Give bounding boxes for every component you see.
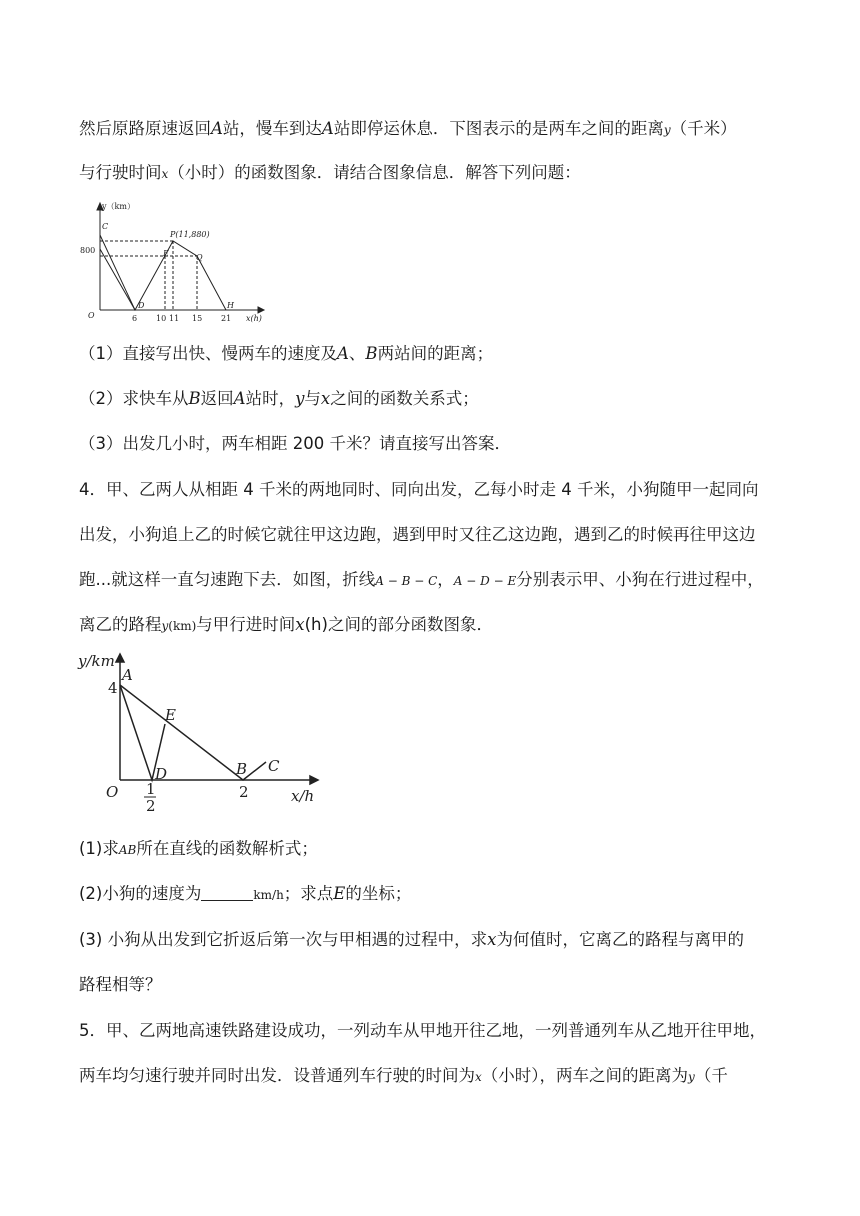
- unit-km: (km): [168, 619, 197, 633]
- text: 之间的函数关系式；: [330, 389, 479, 408]
- text: 两站间的距离；: [377, 344, 494, 363]
- y-axis-arrow: [116, 654, 124, 662]
- var-y: y: [295, 389, 305, 408]
- paragraph-line: 5．甲、乙两地高速铁路建设成功，一列动车从甲地开往乙地，一列普通列车从乙地开往甲地，: [79, 1021, 766, 1040]
- x-tick-label: 10: [156, 314, 167, 323]
- x-axis-arrow: [310, 776, 318, 784]
- question-line: 路程相等？: [79, 975, 162, 994]
- point-label-d: D: [138, 301, 145, 310]
- origin-label: O: [106, 783, 119, 801]
- text: 然后原路原速返回: [79, 119, 211, 138]
- point-label-h: H: [227, 301, 234, 310]
- question-line: [79, 838, 318, 861]
- question-line: [79, 388, 479, 410]
- graph-line-c2: [100, 249, 135, 310]
- point-label-c: C: [102, 222, 109, 231]
- text: （千米）: [670, 119, 737, 138]
- text: （3）出发几小时，两车相距 200 千米？请直接写出答案．: [79, 434, 511, 453]
- var-a: A: [321, 119, 334, 138]
- distance-time-graph: [76, 198, 266, 326]
- x-tick-label: 21: [221, 314, 232, 323]
- point-label-e: E: [165, 706, 176, 724]
- var-y: y: [688, 1070, 695, 1084]
- var-b: B: [365, 344, 378, 363]
- text: 站即停运休息．下图表示的是两车之间的距离: [333, 119, 664, 138]
- var-y: y: [663, 123, 671, 137]
- paragraph-line: [79, 162, 581, 185]
- point-label-a: A: [122, 666, 133, 684]
- question-line: [79, 433, 511, 455]
- text: （2）求快车从: [79, 389, 189, 408]
- x-tick-label: 6: [132, 314, 138, 323]
- x-tick-fraction-num: 1: [146, 780, 156, 798]
- y-axis-label: y（km）: [102, 202, 135, 211]
- y-tick-label: 800: [80, 246, 96, 255]
- text: 分别表示甲、小狗在行进过程中，: [516, 570, 764, 589]
- text: 的坐标；: [345, 884, 412, 903]
- graph-polyline: [100, 235, 226, 310]
- x-tick-fraction-den: 2: [146, 797, 156, 815]
- text: 所在直线的函数解析式；: [136, 839, 318, 858]
- paragraph-line: [79, 569, 764, 592]
- point-label-b: B: [236, 760, 248, 778]
- paragraph-line: [79, 118, 737, 141]
- text: 之间的部分函数图象．: [327, 615, 493, 634]
- question-line: [79, 343, 493, 365]
- y-tick-label: 4: [108, 679, 118, 697]
- text: 跑...就这样一直匀速跑下去．如图，折线: [79, 570, 376, 589]
- text: （小时）的函数图象．请结合图象信息．解答下列问题：: [168, 163, 581, 182]
- text: （小时），两车之间的距离为: [481, 1066, 689, 1085]
- math-polyline-abc: A − B − C: [375, 574, 438, 588]
- text: (3) 小狗从出发到它折返后第一次与甲相遇的过程中，求: [79, 930, 488, 949]
- text: 两车均匀速行驶并同时出发．设普通列车行驶的时间为: [79, 1066, 475, 1085]
- origin-label: O: [88, 311, 95, 320]
- text: 为何值时，它离乙的路程与离甲的: [496, 930, 744, 949]
- var-x: x: [475, 1070, 482, 1084]
- var-a: A: [233, 389, 246, 408]
- text: (1)求: [79, 839, 119, 858]
- var-a: A: [337, 344, 349, 363]
- var-x: x: [487, 930, 497, 949]
- text: 与: [304, 389, 321, 408]
- paragraph-line: [79, 1065, 728, 1088]
- text: （1）直接写出快、慢两车的速度及: [79, 344, 337, 363]
- text: 、: [348, 344, 366, 363]
- x-tick-label: 15: [192, 314, 203, 323]
- var-e: E: [333, 884, 346, 903]
- var-x: x: [320, 389, 331, 408]
- var-x: x: [161, 167, 169, 181]
- x-tick-label: 2: [239, 783, 249, 801]
- var-x: x: [295, 615, 305, 634]
- text: 离乙的路程: [79, 615, 162, 634]
- unit-h: (h): [304, 615, 328, 634]
- text: 与行驶时间: [79, 163, 162, 182]
- x-axis-label: x(h): [246, 314, 262, 323]
- text: ；求点: [283, 884, 334, 903]
- point-label-c: C: [268, 757, 280, 775]
- text: 站时，: [245, 389, 296, 408]
- x-axis-arrow: [258, 307, 264, 313]
- x-axis-label: x/h: [291, 787, 315, 805]
- paragraph-line: [79, 614, 493, 637]
- paragraph-line: 出发，小狗追上乙的时候它就往甲这边跑，遇到甲时又往乙这边跑，遇到乙的时候再往甲这边: [79, 525, 756, 544]
- point-label-e: E: [163, 249, 169, 258]
- answer-blank[interactable]: [201, 884, 253, 901]
- point-label-p: P(11,880): [170, 230, 210, 239]
- text: 返回: [200, 389, 234, 408]
- text: 与甲行进时间: [196, 615, 296, 634]
- point-label-q: Q: [196, 253, 203, 262]
- var-y: y: [161, 619, 169, 633]
- text: (2)小狗的速度为: [79, 884, 202, 903]
- paragraph-line: 4．甲、乙两人从相距 4 千米的两地同时、同向出发，乙每小时走 4 千米，小狗随甲一起同向: [79, 480, 759, 499]
- y-axis-label: y/km: [78, 652, 115, 670]
- dog-distance-graph: [76, 648, 326, 818]
- text: 站，慢车到达: [222, 119, 322, 138]
- var-a: A: [211, 119, 223, 138]
- x-tick-label: 11: [169, 314, 180, 323]
- unit-km-h: km/h: [253, 888, 284, 902]
- var-ab: AB: [118, 843, 137, 857]
- text: （千: [694, 1066, 728, 1085]
- var-b: B: [188, 389, 201, 408]
- point-label-d: D: [155, 765, 168, 783]
- text: ，: [437, 570, 454, 589]
- question-line: [79, 883, 411, 906]
- question-line: [79, 929, 744, 951]
- math-polyline-ade: A − D − E: [453, 574, 517, 588]
